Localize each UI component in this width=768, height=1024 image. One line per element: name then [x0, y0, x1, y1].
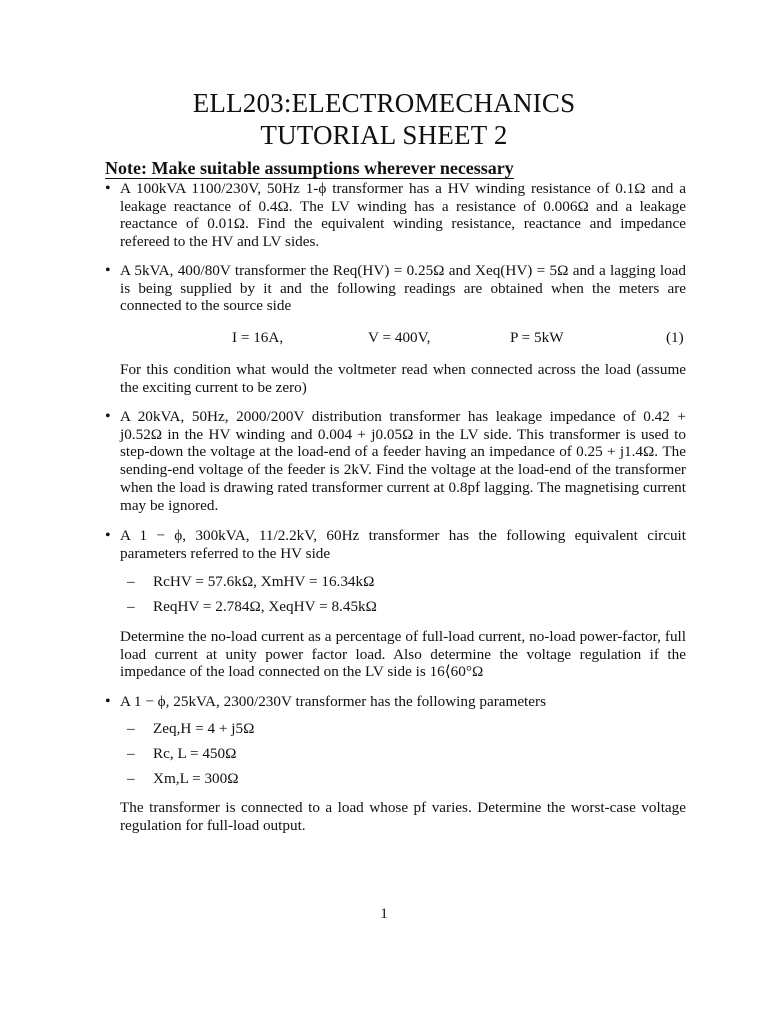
- problem-5-item-1: [127, 720, 254, 738]
- problem-5-followup: The transformer is connected to a load whose pf varies. Determine the worst-case voltage regulation for full-load output.: [120, 799, 686, 834]
- note-heading: Note: Make suitable assumptions wherever necessary: [105, 158, 514, 178]
- problem-5-item-3-text: Xm,L = 300Ω: [153, 770, 239, 787]
- dash: –: [127, 573, 135, 590]
- problem-4-text: A 1 − ϕ, 300kVA, 11/2.2kV, 60Hz transformer has the following equivalent circuit parameters referred to the HV side: [120, 527, 686, 562]
- sheet-title: TUTORIAL SHEET 2: [260, 120, 508, 150]
- equation-power: P = 5kW: [510, 329, 564, 346]
- problem-4-item-2: [127, 598, 377, 616]
- problem-5-item-3: [127, 770, 239, 788]
- page-number: 1: [380, 905, 388, 922]
- bullet-problem-3: •: [105, 408, 111, 425]
- problem-2-followup: For this condition what would the voltmeter read when connected across the load (assume the exciting current to be zero): [120, 361, 686, 396]
- problem-5-item-2: [127, 745, 236, 763]
- equation-number: (1): [666, 329, 684, 346]
- equation-current: I = 16A,: [232, 329, 284, 346]
- problem-5-item-2-text: Rc, L = 450Ω: [153, 745, 237, 762]
- problem-4-item-2-text: ReqHV = 2.784Ω, XeqHV = 8.45kΩ: [153, 598, 377, 615]
- problem-1-text: A 100kVA 1100/230V, 50Hz 1-ϕ transformer has a HV winding resistance of 0.1Ω and a leakage reactance of 0.4Ω. The LV winding has a resistance of 0.006Ω and a leakage reactance of 0.01Ω. Find the equivalent winding resistance, reactance and impedance refereed to the HV and LV sides.: [120, 180, 686, 251]
- problem-4-item-1-text: RcHV = 57.6kΩ, XmHV = 16.34kΩ: [153, 573, 375, 590]
- bullet-problem-4: •: [105, 527, 111, 544]
- dash: –: [127, 720, 135, 737]
- course-title: ELL203:ELECTROMECHANICS: [192, 88, 576, 118]
- problem-4-item-1: [127, 573, 374, 591]
- equation-voltage: V = 400V,: [368, 329, 431, 346]
- problem-2-equation: [120, 329, 686, 347]
- dash: –: [127, 745, 135, 762]
- problem-4-followup: Determine the no-load current as a percentage of full-load current, no-load power-factor, full load current at unity power factor load. Also determine the voltage regulation if the impedance of the load connected on the LV side is 16⟨60°Ω: [120, 628, 686, 681]
- bullet-problem-5: •: [105, 693, 111, 710]
- bullet-problem-1: •: [105, 180, 111, 197]
- problem-5-text: A 1 − ϕ, 25kVA, 2300/230V transformer has the following parameters: [120, 693, 546, 710]
- bullet-problem-2: •: [105, 262, 111, 279]
- problem-5-item-1-text: Zeq,H = 4 + j5Ω: [153, 720, 255, 737]
- dash: –: [127, 598, 135, 615]
- problem-2-text: A 5kVA, 400/80V transformer the Req(HV) = 0.25Ω and Xeq(HV) = 5Ω and a lagging load is being supplied by it and the following readings are obtained when the meters are connected to the source side: [120, 262, 686, 315]
- dash: –: [127, 770, 135, 787]
- problem-3-text: A 20kVA, 50Hz, 2000/200V distribution transformer has leakage impedance of 0.42 + j0.52Ω in the HV winding and 0.004 + j0.05Ω in the LV side. This transformer is used to step-down the voltage at the load-end of a feeder having an impedance of 0.25 + j1.4Ω. The sending-end voltage of the feeder is 2kV. Find the voltage at the load-end of the transformer when the load is drawing rated transformer current at 0.8pf lagging. The magnetising current may be ignored.: [120, 408, 686, 514]
